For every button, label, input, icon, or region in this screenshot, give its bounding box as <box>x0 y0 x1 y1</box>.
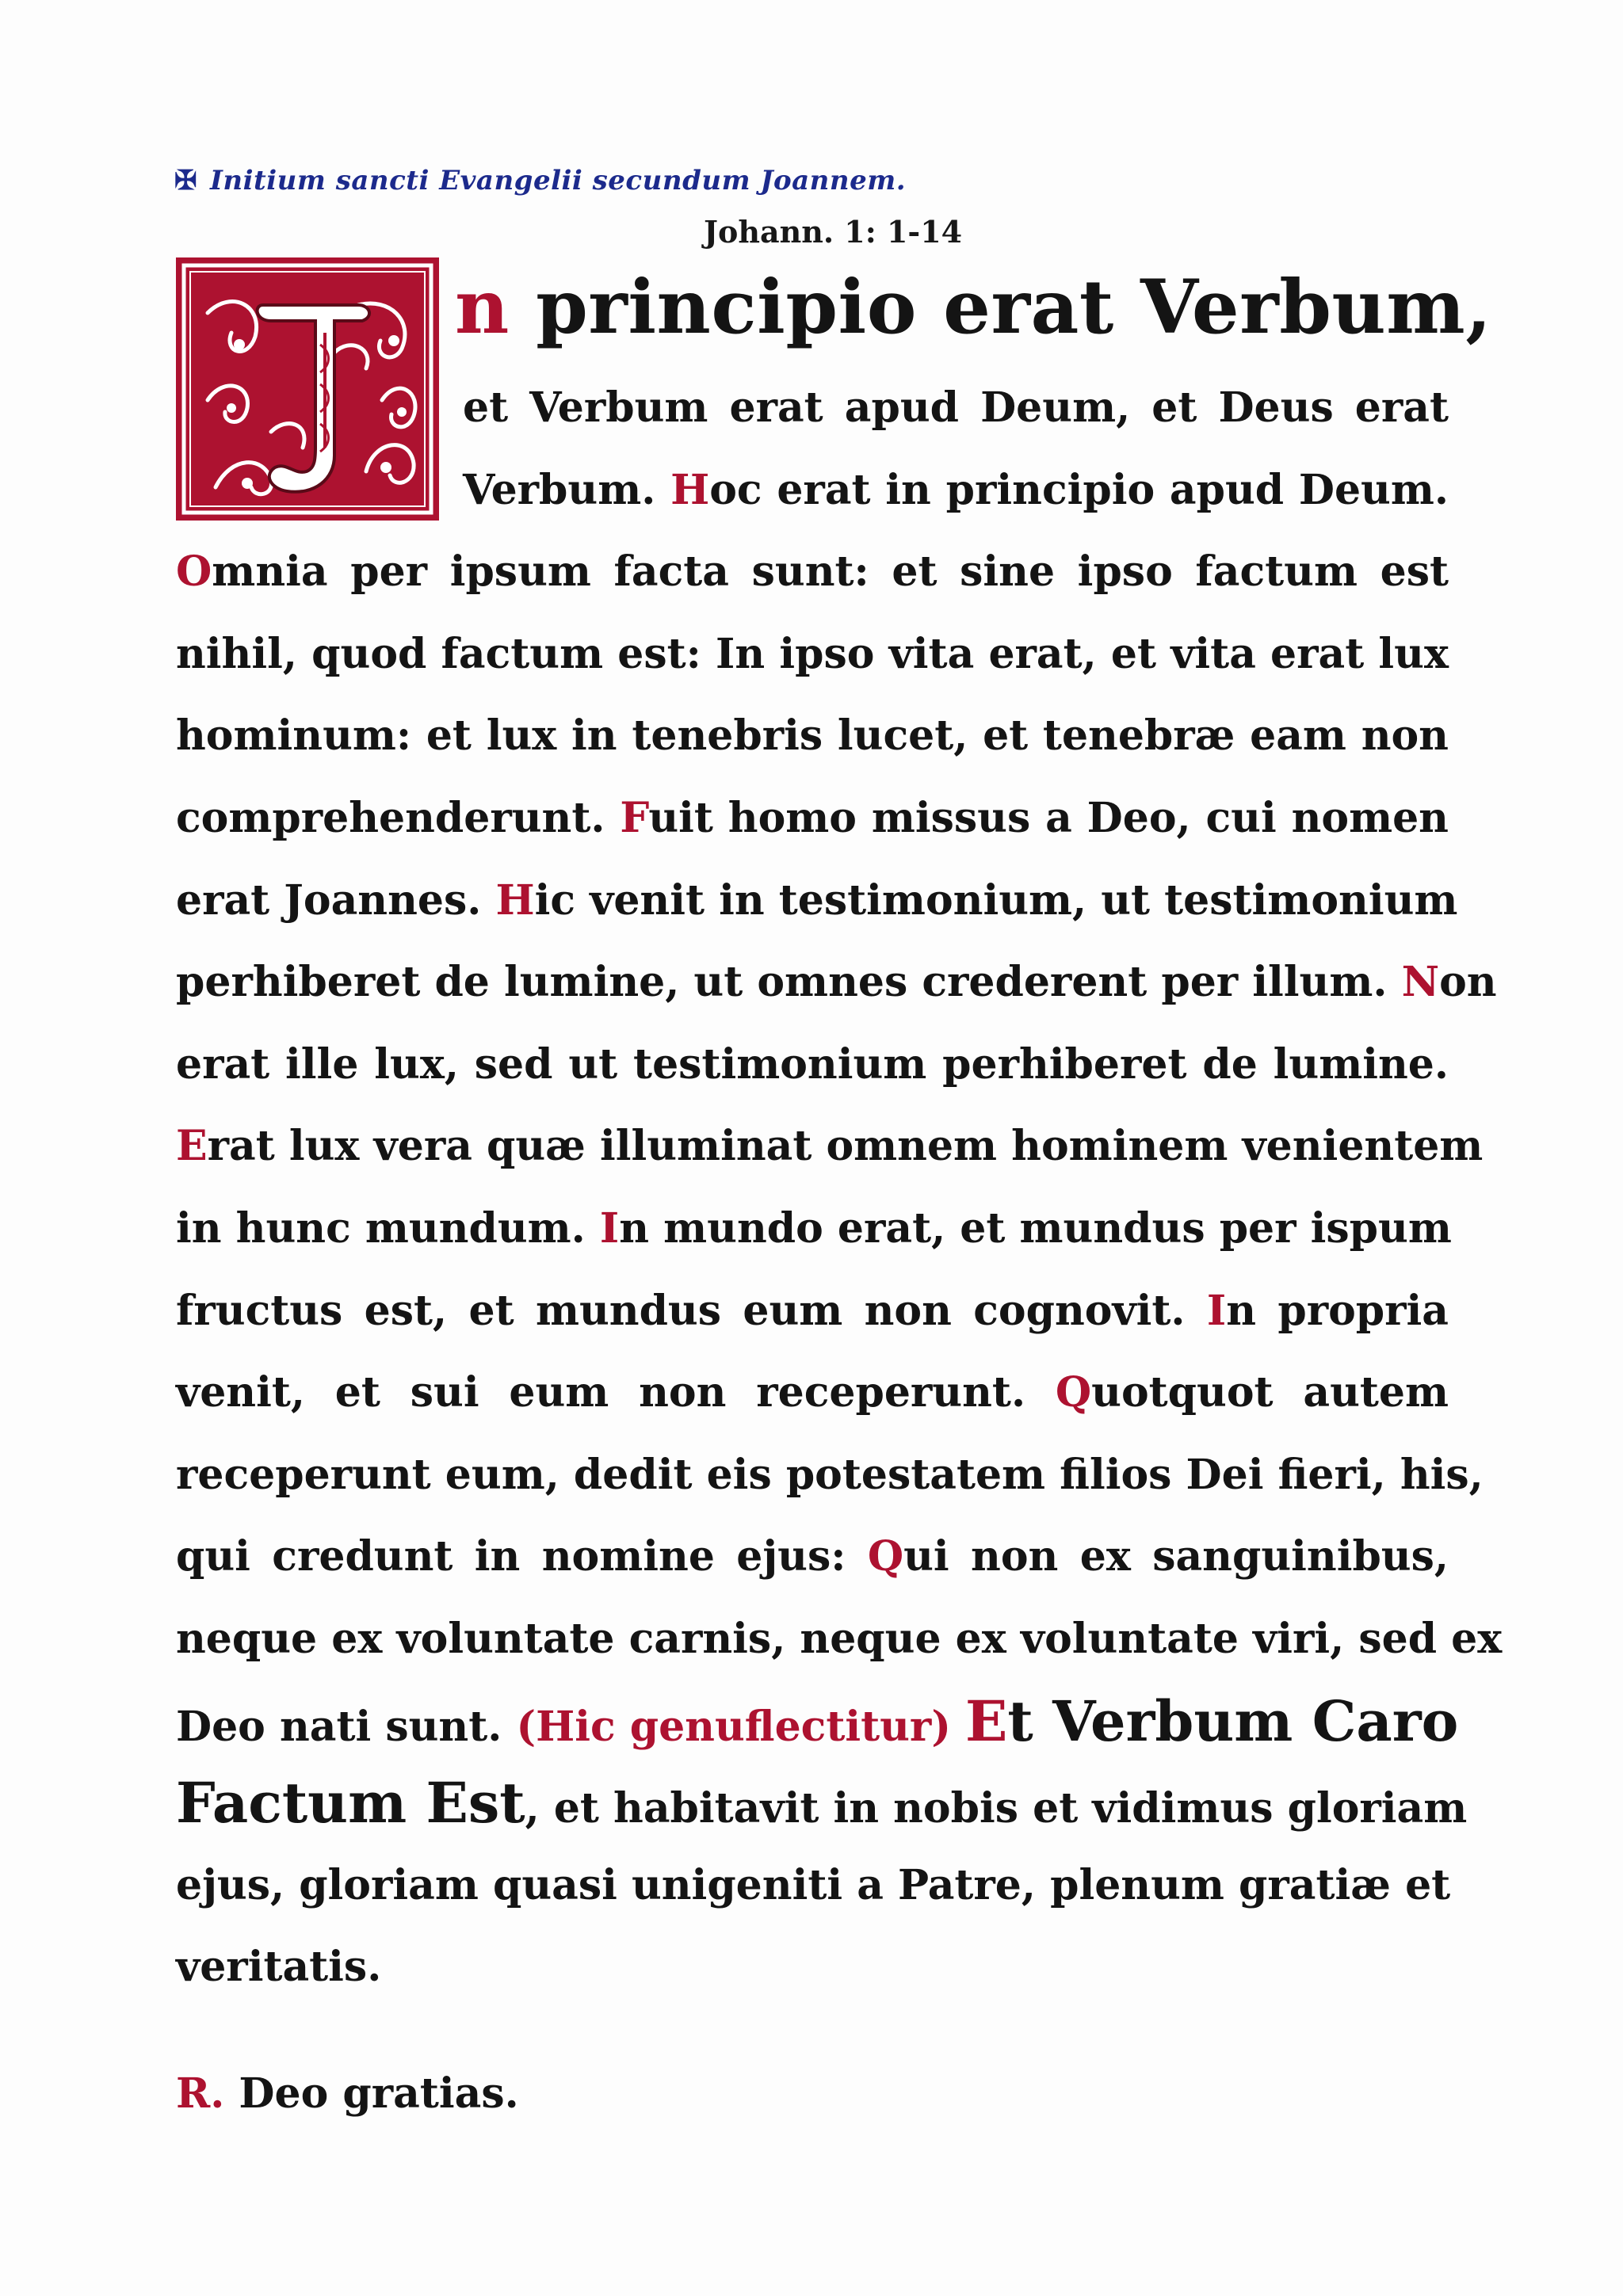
text-segment: t Verbum Caro <box>1007 1688 1459 1754</box>
text-segment: uit homo missus a Deo, cui nomen <box>648 794 1449 842</box>
text-line <box>176 1858 1449 1913</box>
opening-rubric-letter: n <box>455 264 510 351</box>
text-segment: Deo nati sunt. <box>176 1703 517 1751</box>
text-line <box>176 1529 1449 1585</box>
gospel-heading <box>174 165 906 196</box>
text-line <box>176 1365 1449 1421</box>
text-line <box>176 708 1449 764</box>
text-line <box>176 1201 1452 1257</box>
text-line <box>176 1037 1449 1093</box>
text-segment: perhiberet de lumine, ut omnes crederent per illum. <box>176 958 1402 1006</box>
text-segment: Verbum. <box>463 466 671 514</box>
cross-icon: ✠ <box>174 165 197 196</box>
text-segment: Factum Est <box>176 1770 525 1836</box>
text-segment: n mundo erat, et mundus per ispum <box>619 1204 1452 1253</box>
text-segment: , et habitavit in nobis et vidimus gloriam <box>525 1784 1468 1833</box>
rubric-text: (Hic genuflectitur) <box>516 1703 951 1751</box>
rubric-text: Q <box>1055 1368 1092 1417</box>
text-segment <box>951 1703 965 1751</box>
text-line <box>176 955 1497 1010</box>
rubric-text: I <box>1206 1287 1227 1335</box>
rubric-text: H <box>670 466 710 514</box>
text-segment: n propria <box>1226 1287 1449 1335</box>
rubric-text: O <box>176 547 212 596</box>
text-line <box>176 1939 1449 1995</box>
text-segment: uotquot autem <box>1091 1368 1449 1417</box>
text-segment: comprehenderunt. <box>176 794 621 842</box>
text-segment: rat lux vera quæ illuminat omnem hominem venientem <box>207 1122 1484 1170</box>
text-line <box>176 791 1449 846</box>
response-mark: R. <box>176 2069 225 2118</box>
text-segment: hominum: et lux in tenebris lucet, et tenebræ eam non <box>176 711 1449 760</box>
rubric-text: E <box>176 1122 208 1170</box>
text-line <box>176 1119 1484 1174</box>
text-line <box>463 380 1449 436</box>
text-segment: qui credunt in nomine ejus: <box>176 1532 868 1581</box>
scripture-reference: Johann. 1: 1-14 <box>704 214 963 250</box>
text-line <box>176 1770 1468 1836</box>
text-segment: nihil, quod factum est: In ipso vita erat, et vita erat lux <box>176 630 1449 678</box>
text-segment: et Verbum erat apud Deum, et Deus erat <box>463 383 1449 432</box>
text-line <box>176 544 1449 600</box>
text-segment: mnia per ipsum facta sunt: et sine ipso factum est <box>212 547 1449 596</box>
text-segment: erat ille lux, sed ut testimonium perhiberet de lumine. <box>176 1040 1449 1089</box>
text-segment: erat Joannes. <box>176 876 496 925</box>
text-segment: receperunt eum, dedit eis potestatem filios Dei fieri, his, <box>176 1451 1484 1499</box>
text-line <box>176 627 1449 682</box>
text-segment: in hunc mundum. <box>176 1204 600 1253</box>
text-segment: ejus, gloriam quasi unigeniti a Patre, plenum gratiæ et <box>176 1861 1451 1909</box>
opening-line-text: principio erat Verbum, <box>509 264 1492 351</box>
text-segment: ic venit in testimonium, ut testimonium <box>534 876 1458 925</box>
text-segment: neque ex voluntate carnis, neque ex voluntate viri, sed ex <box>176 1615 1503 1663</box>
text-line <box>463 463 1449 518</box>
text-segment: fructus est, et mundus eum non cognovit. <box>176 1287 1207 1335</box>
text-segment: venit, et sui eum non receperunt. <box>176 1368 1056 1417</box>
text-segment: on <box>1439 958 1497 1006</box>
response-line <box>176 2066 519 2122</box>
text-segment: ui non ex sanguinibus, <box>903 1532 1449 1581</box>
response-text: Deo gratias. <box>224 2069 519 2118</box>
text-line <box>176 1447 1484 1503</box>
rubric-text: F <box>620 794 649 842</box>
rubric-text: I <box>599 1204 620 1253</box>
text-line <box>176 1611 1503 1667</box>
rubric-text: N <box>1401 958 1440 1006</box>
text-line <box>176 873 1458 929</box>
rubric-text: H <box>495 876 535 925</box>
rubric-text: Q <box>867 1532 904 1581</box>
text-line <box>176 1283 1449 1339</box>
text-segment: oc erat in principio apud Deum. <box>709 466 1449 514</box>
opening-line <box>455 264 1492 351</box>
heading-text: Initium sancti Evangelii secundum Joannem. <box>210 165 907 196</box>
text-line <box>176 1688 1459 1755</box>
rubric-text: E <box>965 1688 1008 1754</box>
illuminated-initial-i-icon <box>176 257 439 521</box>
text-segment: veritatis. <box>176 1943 382 1991</box>
illuminated-initial <box>176 257 439 521</box>
